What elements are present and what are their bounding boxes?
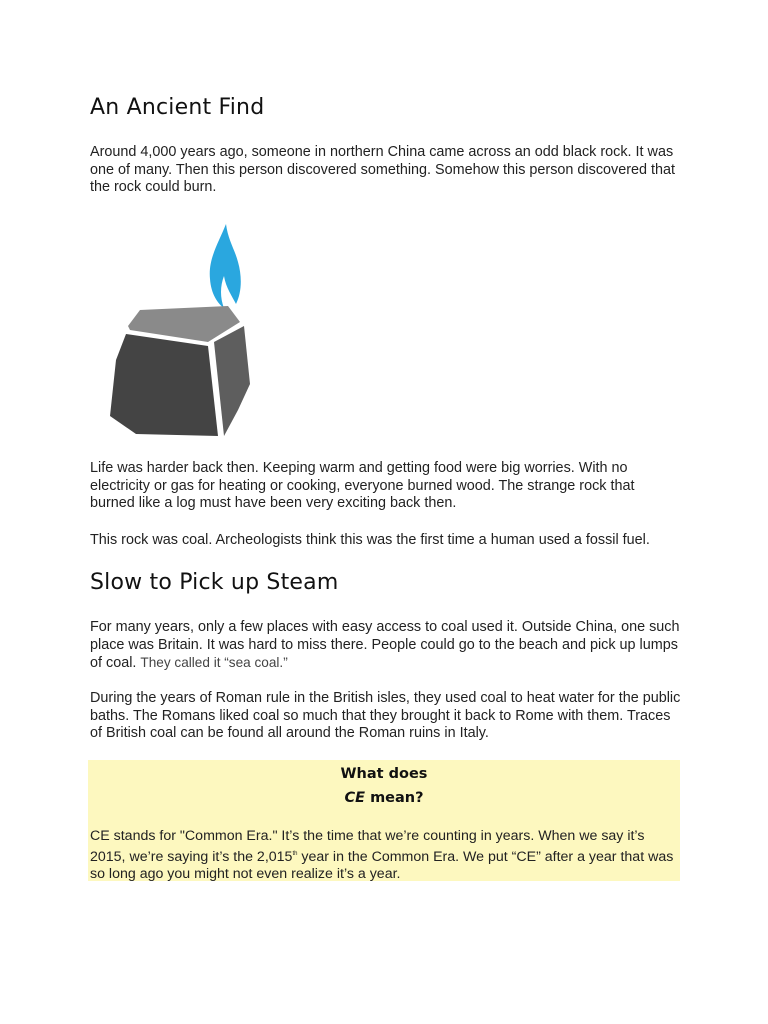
- paragraph-intro: Around 4,000 years ago, someone in northern China came across an odd black rock. It was one of many. Then this person discovered something. Somehow this person discovered that the rock could burn.: [90, 144, 676, 195]
- ce-callout-box: [88, 760, 680, 881]
- paragraph-life-harder: Life was harder back then. Keeping warm and getting food were big worries. With no electricity or gas for heating or cooking, everyone burned wood. The strange rock that burned like a log must have been very exciting back then.: [90, 460, 635, 511]
- callout-title-mean: mean?: [365, 790, 424, 806]
- coal-rock-top: [128, 306, 240, 342]
- sea-coal-sentence: They called it “sea coal.”: [140, 655, 288, 670]
- callout-body: [90, 828, 682, 884]
- paragraph-many-years-main: For many years, only a few places with easy access to coal used it. Outside China, one such place was Britain. It was hard to miss there. People could go to the beach and pick up lumps of coal.: [90, 619, 680, 671]
- coal-rock-front: [110, 334, 218, 436]
- paragraph-many-years: [90, 619, 682, 673]
- callout-title-line2: [88, 790, 680, 806]
- burning-coal-icon: [90, 214, 280, 454]
- paragraph-roman-rule: During the years of Roman rule in the British isles, they used coal to heat water for the public baths. The Romans liked coal so much that they brought it back to Rome with them. Traces of British coal can be found all around the Roman ruins in Italy.: [90, 690, 681, 741]
- burning-coal-figure: [90, 214, 280, 454]
- callout-title-ce: CE: [344, 790, 366, 806]
- callout-title-line1: What does: [340, 766, 428, 782]
- section-heading-ancient-find: An Ancient Find: [90, 95, 265, 120]
- section-heading-slow-steam: Slow to Pick up Steam: [90, 570, 339, 595]
- callout-body-end: year in the Common Era. We put “CE” after a year that was so long ago you might not even realize it’s a year.: [90, 848, 674, 882]
- callout-body-ordinal: th: [292, 850, 298, 857]
- paragraph-rock-was-coal: This rock was coal. Archeologists think this was the first time a human used a fossil fuel.: [90, 532, 650, 548]
- callout-body-start: CE stands for "Common Era." It’s the time that we’re counting in years. When we say it’s 2015, we’re saying it’s the 2,015: [90, 828, 645, 865]
- coal-rock-side: [214, 326, 250, 436]
